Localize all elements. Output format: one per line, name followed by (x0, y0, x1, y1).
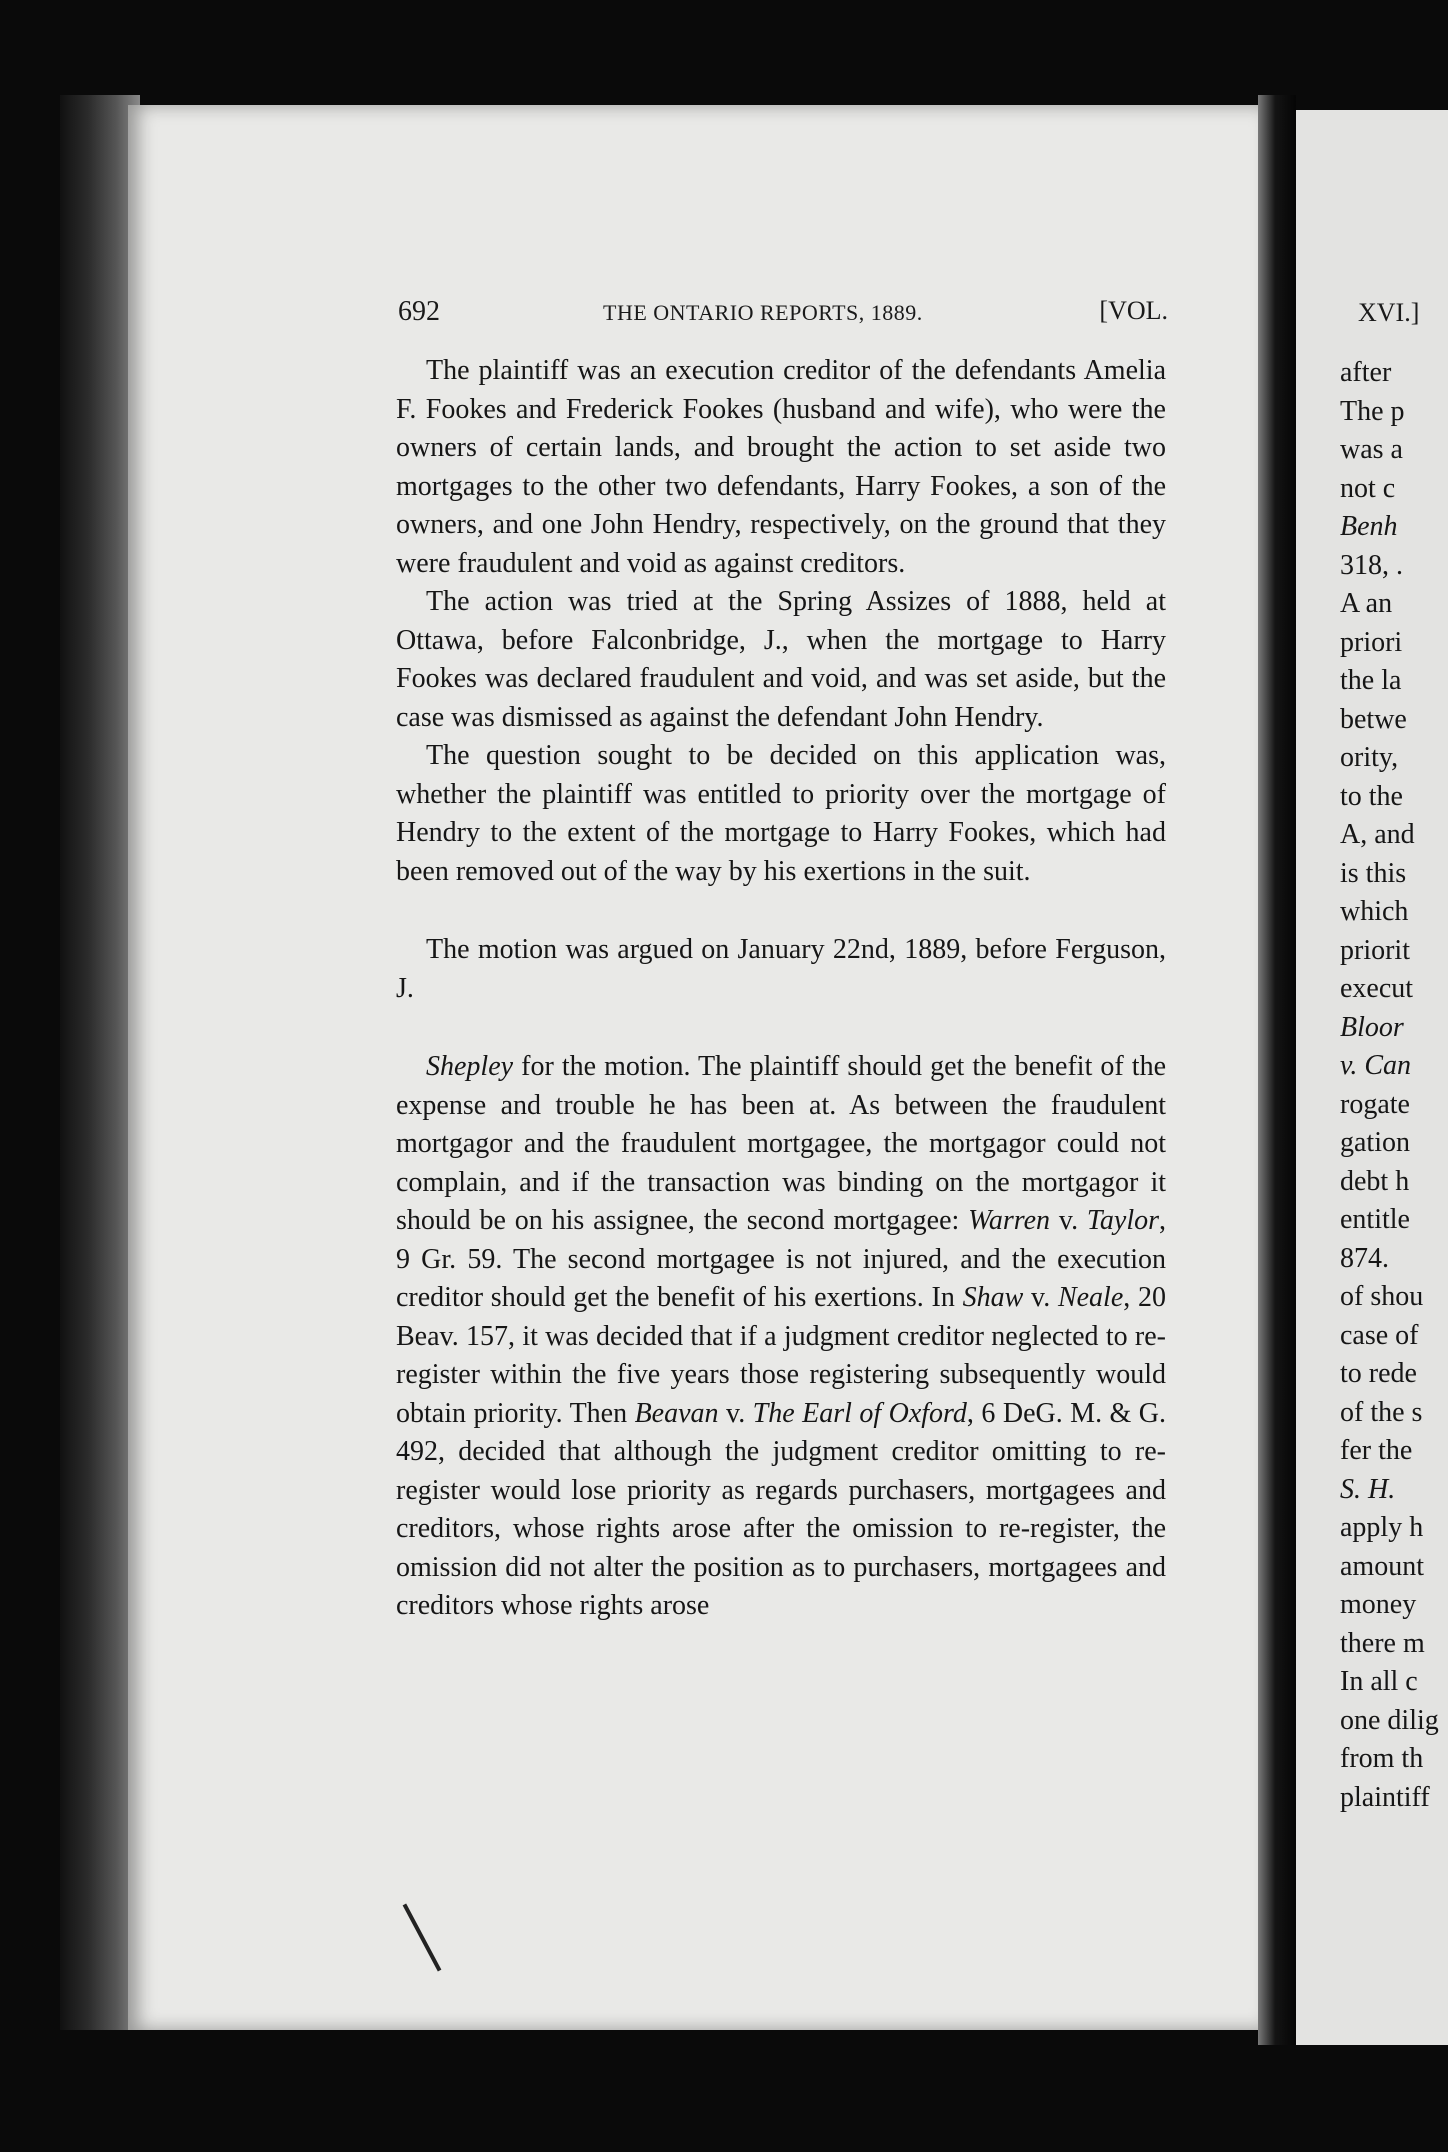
running-title: THE ONTARIO REPORTS, 1889. (603, 300, 923, 325)
adjacent-page-line: plaintiff (1340, 1781, 1430, 1813)
adjacent-page-line: A an (1340, 588, 1393, 619)
adjacent-page-line: Benh (1340, 511, 1398, 542)
adjacent-page-line: entitle (1340, 1204, 1410, 1235)
case-citation: Taylor (1086, 1205, 1159, 1236)
adjacent-page-line: apply h (1340, 1512, 1424, 1543)
case-citation: Beavan (634, 1397, 719, 1429)
argument-text-1: for the motion. The plaintiff should get the benefit of the expense and trouble he has been at. As between the fraudulent mortgagor and the fraudulent mortgagee, the mortgagor could not complain, and if the transaction was binding on the mortgagor it should be on his assignee, the second mortgagee: (396, 1051, 1166, 1236)
counsel-name: Shepley (426, 1051, 514, 1082)
adjacent-page-line: to rede (1340, 1358, 1417, 1389)
argument-text-3: , 20 Beav. 157, it was decided that if a judgment creditor neglected to re-register within the five years those registering subsequently would obtain priority. Then (396, 1282, 1167, 1429)
adjacent-page-line: of the s (1340, 1396, 1423, 1428)
adjacent-page-line: gation (1340, 1127, 1410, 1158)
adjacent-page-line: priorit (1340, 934, 1410, 966)
paragraph-trial: The action was tried at the Spring Assizes of 1888, held at Ottawa, before Falconbridge, J., when the mortgage to Harry Fookes was declared fraudulent and void, and was set aside, but the case was dismissed as against the defendant John Hendry. (396, 586, 1166, 733)
volume-label: [VOL. (1099, 296, 1168, 325)
versus: v. (1050, 1205, 1087, 1236)
adjacent-page-line: was a (1340, 434, 1403, 465)
paragraph-question: The question sought to be decided on this application was, whether the plaintiff was entitled to priority over the mortgage of Hendry to the extent of the mortgage to Harry Fookes, which had been removed out of the way by his exertions in the suit. (396, 740, 1166, 887)
adjacent-page-line: execut (1340, 973, 1414, 1004)
adjacent-page-line: 874. (1340, 1242, 1389, 1274)
versus: v. (718, 1397, 753, 1429)
adjacent-page-line: which (1340, 896, 1409, 927)
adjacent-page-line: ority, (1340, 742, 1399, 773)
adjacent-page-line: priori (1340, 626, 1403, 658)
adjacent-page-line: v. Can (1340, 1050, 1412, 1081)
adjacent-page-line: rogate (1340, 1088, 1410, 1120)
page-body (396, 352, 1166, 1626)
adjacent-page-line: In all c (1340, 1666, 1418, 1697)
page-header (398, 296, 1168, 336)
argument-text-2: , 9 Gr. 59. The second mortgagee is not injured, and the execution creditor should get the benefit of his exertions. In (396, 1205, 1166, 1313)
adjacent-page-line: S. H. (1340, 1473, 1396, 1505)
adjacent-page-line: there m (1340, 1627, 1425, 1659)
adjacent-page-header: XVI.] (1358, 298, 1420, 327)
adjacent-page-line: debt h (1340, 1165, 1410, 1197)
adjacent-page-line: to the (1340, 780, 1403, 812)
adjacent-page-line: The p (1340, 395, 1405, 427)
adjacent-page-line: of shou (1340, 1281, 1424, 1312)
paragraph-motion: The motion was argued on January 22nd, 1889, before Ferguson, J. (396, 934, 1166, 1004)
page-number: 692 (398, 296, 440, 327)
adjacent-page-line: not c (1340, 472, 1396, 504)
adjacent-page-line: 318, . (1340, 549, 1403, 581)
adjacent-page-line: amount (1340, 1550, 1424, 1582)
adjacent-page-lines (1340, 354, 1448, 1817)
adjacent-page-line: case of (1340, 1319, 1419, 1351)
adjacent-page-line: from th (1340, 1743, 1424, 1774)
adjacent-page-line: one dilig (1340, 1704, 1439, 1736)
paragraph-argument (396, 1048, 1166, 1626)
adjacent-page-line: after (1340, 357, 1392, 388)
versus: v. (1023, 1282, 1058, 1313)
adjacent-page-line: betwe (1340, 703, 1407, 735)
adjacent-page-line: money (1340, 1589, 1417, 1620)
case-citation: Neale (1057, 1282, 1124, 1313)
adjacent-page-line: A, and (1340, 819, 1415, 850)
page-gutter (1258, 95, 1296, 2045)
paragraph-facts: The plaintiff was an execution creditor of the defendants Amelia F. Fookes and Frederick Fookes (husband and wife), who were the owners of certain lands, and brought the action to set aside two mortgages to the other two defendants, Harry Fookes, a son of the owners, and one John Hendry, respectively, on the ground that they were fraudulent and void as against creditors. (396, 355, 1166, 579)
adjacent-page-line: the la (1340, 665, 1402, 696)
case-citation: Shaw (962, 1282, 1024, 1313)
case-citation: Warren (968, 1205, 1051, 1236)
case-citation: The Earl of Oxford (752, 1397, 967, 1429)
argument-text-4: , 6 DeG. M. & G. 492, decided that although the judgment creditor omitting to re-register would lose priority as regards purchasers, mortgagees and creditors, whose rights arose after the omission to re-register, the omission did not alter the position as to purchasers, mortgagees and creditors whose rights arose (396, 1397, 1167, 1621)
adjacent-page-line: Bloor (1340, 1011, 1404, 1043)
adjacent-page (1296, 110, 1448, 2045)
adjacent-page-line: is this (1340, 857, 1407, 889)
adjacent-page-line: fer the (1340, 1435, 1413, 1466)
